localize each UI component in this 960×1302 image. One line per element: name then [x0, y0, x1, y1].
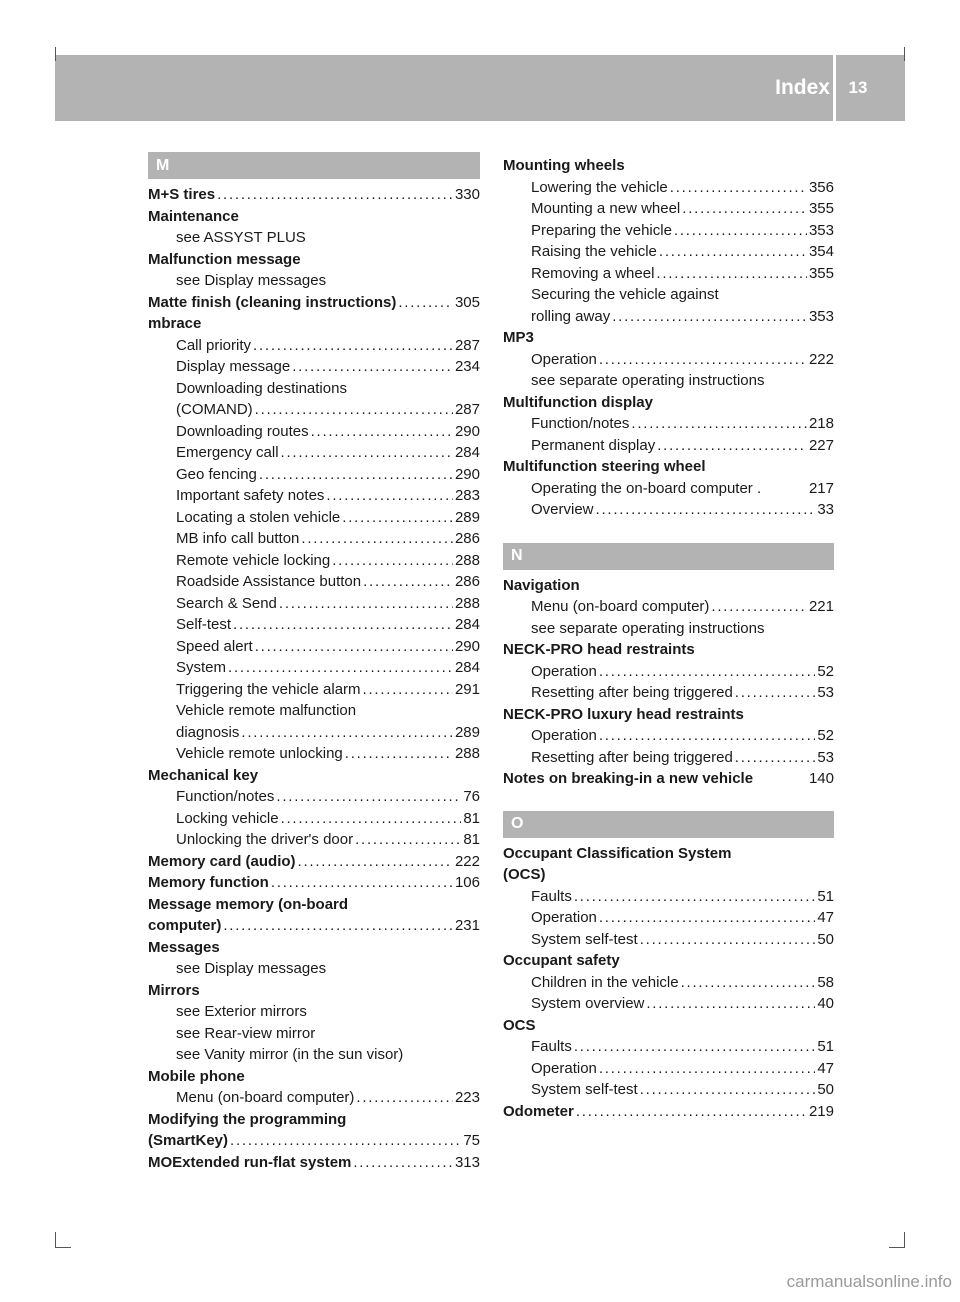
- index-entry: [148, 206, 480, 228]
- leader-dots: [228, 657, 453, 679]
- index-entry-page: 287: [454, 336, 480, 354]
- section-letter-o: O: [503, 811, 834, 838]
- leader-dots: [281, 442, 453, 464]
- leader-dots: [657, 435, 807, 457]
- index-entry: [148, 1023, 480, 1045]
- index-entry: [148, 184, 480, 206]
- index-entry-page: 53: [817, 748, 834, 766]
- index-entry-page: 222: [454, 852, 480, 870]
- index-entry: [503, 907, 834, 929]
- index-entry-page: 288: [454, 745, 480, 762]
- index-entry-label: System: [176, 659, 227, 676]
- index-entry-page: 290: [454, 422, 480, 440]
- index-entry-label: Vehicle remote malfunction: [176, 702, 357, 719]
- leader-dots: [599, 661, 815, 683]
- index-entry: [503, 1079, 834, 1101]
- index-entry-label: see Vanity mirror (in the sun visor): [176, 1046, 404, 1063]
- index-entry-label: rolling away: [531, 307, 611, 325]
- index-entry: [503, 1036, 834, 1058]
- index-entry: [503, 768, 834, 790]
- leader-dots: [279, 593, 453, 615]
- index-entry: [503, 1015, 834, 1037]
- index-entry-page: 52: [817, 727, 834, 744]
- index-entry-label: Resetting after being triggered: [531, 684, 733, 701]
- index-entry-label: see separate operating instructions: [531, 372, 765, 389]
- index-entry: [148, 227, 480, 249]
- index-entry: [503, 263, 834, 285]
- leader-dots: [596, 499, 816, 521]
- leader-dots: [230, 1130, 461, 1152]
- index-entry: [148, 1152, 480, 1174]
- index-entry: [148, 1109, 480, 1131]
- index-entry-label: Memory card (audio): [148, 852, 296, 870]
- index-entry-page: 222: [808, 350, 834, 368]
- index-entry: [503, 950, 834, 972]
- index-entry: [503, 499, 834, 521]
- leader-dots: [298, 851, 453, 873]
- index-entry-page: 47: [817, 909, 834, 926]
- index-entry-page: 140: [808, 770, 834, 787]
- index-entry-page: 231: [454, 917, 480, 934]
- index-entry-label: Operation: [531, 350, 597, 368]
- leader-dots: [681, 972, 816, 994]
- index-entry-page: 288: [454, 594, 480, 612]
- index-entry-page: 106: [454, 874, 480, 891]
- leader-dots: [640, 929, 816, 951]
- index-entry-label: Call priority: [176, 336, 252, 354]
- index-entry-label: Memory function: [148, 874, 269, 891]
- index-entry-page: 75: [463, 1132, 480, 1149]
- index-entry: [148, 593, 480, 615]
- index-entry: [503, 456, 834, 478]
- index-entry: [503, 392, 834, 414]
- index-entry: [148, 335, 480, 357]
- index-entry-page: 52: [817, 662, 834, 680]
- index-entry-page: 81: [463, 809, 480, 827]
- index-entry: [503, 639, 834, 661]
- index-entry-page: 356: [808, 178, 834, 196]
- index-entry-label: Overview: [531, 501, 594, 518]
- index-entry-page: 288: [454, 551, 480, 569]
- index-entry: [503, 1058, 834, 1080]
- index-entry: [148, 507, 480, 529]
- index-entry-label: Triggering the vehicle alarm: [176, 680, 361, 698]
- index-entry-page: 76: [463, 788, 480, 805]
- index-entry-label: Operating the on-board computer .: [531, 479, 762, 497]
- index-entry-page: 290: [454, 637, 480, 655]
- leader-dots: [311, 421, 453, 443]
- index-list-m-continued: [503, 155, 834, 521]
- index-entry-label: Display message: [176, 358, 291, 375]
- index-entry-label: Geo fencing: [176, 465, 257, 483]
- index-entry-page: 53: [817, 684, 834, 701]
- section-letter-m: M: [148, 152, 480, 179]
- index-entry-label: Lowering the vehicle: [531, 178, 668, 196]
- crop-mark-top-left: [55, 47, 56, 61]
- index-entry-page: 58: [817, 973, 834, 991]
- leader-dots: [223, 915, 453, 937]
- index-entry-label: Occupant Classification System: [503, 844, 732, 862]
- crop-mark-bottom-left-h: [55, 1247, 71, 1248]
- leader-dots: [612, 306, 807, 328]
- watermark: carmanualsonline.info: [786, 1272, 952, 1291]
- index-entry-label: Matte finish (cleaning instructions): [148, 293, 397, 311]
- index-list-o: [503, 843, 834, 1123]
- index-entry: [148, 1001, 480, 1023]
- index-entry-label: MOExtended run-flat system: [148, 1153, 352, 1171]
- index-entry: [148, 442, 480, 464]
- crop-mark-bottom-left-v: [55, 1232, 56, 1248]
- index-entry-label: Navigation: [503, 576, 580, 594]
- page-number: 13: [848, 78, 868, 97]
- index-entry: [503, 413, 834, 435]
- index-entry: [148, 958, 480, 980]
- leader-dots: [599, 725, 815, 747]
- index-entry-label: Mechanical key: [148, 766, 259, 784]
- index-entry-label: Mirrors: [148, 981, 200, 999]
- leader-dots: [281, 808, 462, 830]
- index-entry: [503, 198, 834, 220]
- index-entry: [148, 765, 480, 787]
- leader-dots: [342, 507, 453, 529]
- index-entry-label: M+S tires: [148, 186, 216, 203]
- leader-dots: [682, 198, 807, 220]
- index-entry-page: 219: [808, 1102, 834, 1120]
- index-entry: [148, 980, 480, 1002]
- leader-dots: [345, 743, 453, 765]
- index-entry: [148, 399, 480, 421]
- leader-dots: [646, 993, 815, 1015]
- index-entry: [503, 704, 834, 726]
- index-entry: [148, 700, 480, 722]
- crop-mark-bottom-right-v: [904, 1232, 905, 1248]
- index-entry-label: Securing the vehicle against: [531, 286, 719, 303]
- index-entry-page: 217: [808, 479, 834, 497]
- index-entry: [503, 349, 834, 371]
- leader-dots: [217, 184, 453, 206]
- index-entry-page: 289: [454, 723, 480, 741]
- index-entry-page: 33: [817, 501, 834, 518]
- index-entry-label: Function/notes: [531, 415, 630, 432]
- index-entry: [503, 886, 834, 908]
- leader-dots: [574, 886, 815, 908]
- index-entry: [503, 241, 834, 263]
- leader-dots: [259, 464, 453, 486]
- index-entry-label: Mounting a new wheel: [531, 200, 681, 217]
- index-entry-label: (OCS): [503, 866, 546, 883]
- leader-dots: [253, 335, 453, 357]
- index-entry: [503, 661, 834, 683]
- index-entry-label: Roadside Assistance button: [176, 573, 362, 590]
- index-entry-label: System self-test: [531, 930, 638, 948]
- index-entry: [148, 421, 480, 443]
- leader-dots: [255, 399, 453, 421]
- index-entry-page: 284: [454, 616, 480, 633]
- index-entry: [148, 915, 480, 937]
- index-entry-label: Notes on breaking-in a new vehicle: [503, 770, 754, 787]
- index-entry-label: Speed alert: [176, 637, 253, 655]
- index-entry: [503, 575, 834, 597]
- leader-dots: [735, 682, 816, 704]
- index-entry-page: 51: [817, 887, 834, 905]
- index-entry: [148, 249, 480, 271]
- index-entry: [503, 929, 834, 951]
- index-entry-label: see Rear-view mirror: [176, 1024, 316, 1042]
- leader-dots: [292, 356, 453, 378]
- index-entry: [503, 993, 834, 1015]
- index-entry-label: mbrace: [148, 315, 202, 332]
- index-entry: [148, 464, 480, 486]
- index-entry: [503, 725, 834, 747]
- index-entry-label: Operation: [531, 1059, 597, 1077]
- leader-dots: [576, 1101, 807, 1123]
- index-entry-page: 353: [808, 307, 834, 325]
- index-entry-page: 284: [454, 659, 480, 676]
- leader-dots: [356, 1087, 453, 1109]
- leader-dots: [735, 747, 816, 769]
- index-entry: [148, 614, 480, 636]
- index-entry-label: Self-test: [176, 616, 232, 633]
- index-entry: [503, 327, 834, 349]
- leader-dots: [241, 722, 453, 744]
- leader-dots: [674, 220, 807, 242]
- index-entry: [148, 851, 480, 873]
- index-entry: [503, 1101, 834, 1123]
- leader-dots: [574, 1036, 815, 1058]
- index-entry: [503, 306, 834, 328]
- index-entry: [503, 596, 834, 618]
- index-entry-label: Mounting wheels: [503, 157, 625, 174]
- index-entry-page: 227: [808, 436, 834, 454]
- index-entry-label: (COMAND): [176, 401, 253, 418]
- index-entry-label: see ASSYST PLUS: [176, 229, 306, 246]
- leader-dots: [670, 177, 807, 199]
- index-entry-page: 50: [817, 1081, 834, 1098]
- index-entry: [503, 155, 834, 177]
- index-entry-page: 221: [808, 598, 834, 615]
- index-entry-label: Message memory (on-board: [148, 895, 349, 913]
- index-entry: [148, 657, 480, 679]
- index-entry-label: see Display messages: [176, 272, 327, 289]
- index-entry-page: 223: [454, 1089, 480, 1106]
- index-entry-label: System self-test: [531, 1081, 638, 1098]
- index-entry-page: 218: [808, 415, 834, 432]
- leader-dots: [640, 1079, 816, 1101]
- index-entry-label: Downloading destinations: [176, 379, 347, 397]
- index-entry-label: Important safety notes: [176, 487, 325, 504]
- index-entry: [148, 636, 480, 658]
- index-entry: [503, 370, 834, 392]
- index-entry-label: Multifunction steering wheel: [503, 458, 706, 475]
- index-entry-page: 286: [454, 573, 480, 590]
- index-entry-page: 355: [808, 264, 834, 282]
- index-entry-label: MP3: [503, 329, 534, 346]
- index-entry-label: Search & Send: [176, 594, 277, 612]
- index-entry-label: Resetting after being triggered: [531, 748, 733, 766]
- index-entry: [148, 937, 480, 959]
- index-entry: [503, 220, 834, 242]
- crop-mark-top-right: [904, 47, 905, 61]
- index-entry-label: Emergency call: [176, 444, 279, 461]
- index-entry: [503, 972, 834, 994]
- index-entry-label: Preparing the vehicle: [531, 221, 672, 239]
- index-entry: [148, 270, 480, 292]
- index-entry-label: Removing a wheel: [531, 264, 655, 282]
- index-entry-label: Remote vehicle locking: [176, 551, 331, 569]
- index-entry-page: 287: [454, 401, 480, 418]
- index-entry-label: Modifying the programming: [148, 1110, 347, 1128]
- index-entry-page: 234: [454, 358, 480, 375]
- crop-mark-bottom-right-h: [889, 1247, 905, 1248]
- index-entry-label: Maintenance: [148, 207, 239, 225]
- index-entry-label: Occupant safety: [503, 952, 620, 969]
- index-entry: [148, 571, 480, 593]
- index-entry-page: 355: [808, 200, 834, 217]
- index-column-right: [503, 155, 834, 1122]
- index-entry: [503, 177, 834, 199]
- index-list-n: [503, 575, 834, 790]
- index-entry-page: 313: [454, 1153, 480, 1171]
- index-entry-page: 283: [454, 487, 480, 504]
- index-entry: [503, 843, 834, 865]
- index-entry-label: Downloading routes: [176, 422, 309, 440]
- leader-dots: [656, 263, 807, 285]
- index-entry-page: 51: [817, 1038, 834, 1055]
- index-entry: [148, 894, 480, 916]
- index-entry: [148, 550, 480, 572]
- index-entry-label: OCS: [503, 1016, 536, 1034]
- leader-dots: [599, 1058, 815, 1080]
- index-entry-label: Children in the vehicle: [531, 973, 679, 991]
- leader-dots: [353, 1152, 453, 1174]
- index-entry: [503, 864, 834, 886]
- leader-dots: [332, 550, 453, 572]
- leader-dots: [659, 241, 807, 263]
- index-entry: [503, 435, 834, 457]
- index-entry-label: Faults: [531, 887, 572, 905]
- index-entry-label: Locking vehicle: [176, 809, 279, 827]
- index-entry-page: 353: [808, 221, 834, 239]
- index-entry-page: 284: [454, 444, 480, 461]
- index-entry: [503, 747, 834, 769]
- leader-dots: [631, 413, 807, 435]
- index-entry: [148, 808, 480, 830]
- leader-dots: [233, 614, 453, 636]
- index-entry-label: Malfunction message: [148, 250, 301, 268]
- index-entry-page: 290: [454, 465, 480, 483]
- index-entry-page: 305: [454, 293, 480, 311]
- leader-dots: [276, 786, 461, 808]
- index-entry: [148, 1130, 480, 1152]
- leader-dots: [301, 528, 453, 550]
- index-entry-label: see Display messages: [176, 960, 327, 977]
- leader-dots: [326, 485, 453, 507]
- leader-dots: [599, 907, 815, 929]
- index-entry-page: 81: [463, 831, 480, 848]
- index-entry-page: 291: [454, 680, 480, 698]
- index-entry-label: Menu (on-board computer): [531, 598, 710, 615]
- index-entry: [148, 292, 480, 314]
- index-entry-page: 40: [817, 995, 834, 1012]
- index-entry-label: NECK-PRO head restraints: [503, 641, 695, 658]
- leader-dots: [355, 829, 461, 851]
- index-entry-label: see separate operating instructions: [531, 619, 765, 637]
- index-entry: [148, 313, 480, 335]
- index-entry: [148, 378, 480, 400]
- index-entry-label: (SmartKey): [148, 1132, 229, 1149]
- index-entry: [148, 485, 480, 507]
- index-entry-label: Messages: [148, 938, 220, 956]
- index-entry: [148, 1066, 480, 1088]
- index-entry: [148, 786, 480, 808]
- index-entry: [148, 1087, 480, 1109]
- index-entry-page: 47: [817, 1059, 834, 1077]
- index-entry: [148, 829, 480, 851]
- leader-dots: [711, 596, 807, 618]
- index-entry: [148, 722, 480, 744]
- index-entry-label: Menu (on-board computer): [176, 1089, 355, 1106]
- index-entry-label: Function/notes: [176, 788, 275, 805]
- leader-dots: [398, 292, 453, 314]
- index-entry: [148, 528, 480, 550]
- index-entry-label: diagnosis: [176, 723, 240, 741]
- index-column-left: [148, 152, 480, 1173]
- index-entry-label: Locating a stolen vehicle: [176, 508, 341, 526]
- leader-dots: [271, 872, 453, 894]
- index-entry-label: MB info call button: [176, 530, 300, 547]
- index-entry: [148, 356, 480, 378]
- index-entry-label: Faults: [531, 1038, 572, 1055]
- index-entry-label: Mobile phone: [148, 1067, 245, 1085]
- index-entry-label: Vehicle remote unlocking: [176, 745, 343, 762]
- index-entry-label: Raising the vehicle: [531, 243, 657, 260]
- index-entry-page: 330: [454, 186, 480, 203]
- index-entry-page: 354: [808, 243, 834, 260]
- leader-dots: [363, 679, 453, 701]
- leader-dots: [599, 349, 807, 371]
- index-entry: [148, 743, 480, 765]
- index-list-m: [148, 184, 480, 1173]
- index-entry-label: see Exterior mirrors: [176, 1003, 307, 1020]
- leader-dots: [363, 571, 453, 593]
- index-entry-label: Permanent display: [531, 436, 656, 454]
- index-entry-page: 289: [454, 508, 480, 526]
- section-letter-n: N: [503, 543, 834, 570]
- index-entry-label: NECK-PRO luxury head restraints: [503, 705, 744, 723]
- index-entry-label: Multifunction display: [503, 393, 653, 411]
- index-entry: [503, 478, 834, 500]
- index-entry: [148, 872, 480, 894]
- index-entry-page: 50: [817, 930, 834, 948]
- index-entry-label: Odometer: [503, 1102, 574, 1120]
- index-entry-label: Operation: [531, 662, 597, 680]
- index-entry: [503, 284, 834, 306]
- index-entry: [503, 682, 834, 704]
- index-entry: [148, 679, 480, 701]
- index-entry-page: 286: [454, 530, 480, 547]
- leader-dots: [255, 636, 453, 658]
- index-entry-label: Operation: [531, 909, 597, 926]
- index-entry: [148, 1044, 480, 1066]
- index-entry-label: Unlocking the driver's door: [176, 831, 354, 848]
- index-entry-label: System overview: [531, 995, 645, 1012]
- index-entry-label: Operation: [531, 727, 597, 744]
- index-entry: [503, 618, 834, 640]
- page-title: Index: [775, 76, 830, 99]
- index-entry-label: computer): [148, 917, 222, 934]
